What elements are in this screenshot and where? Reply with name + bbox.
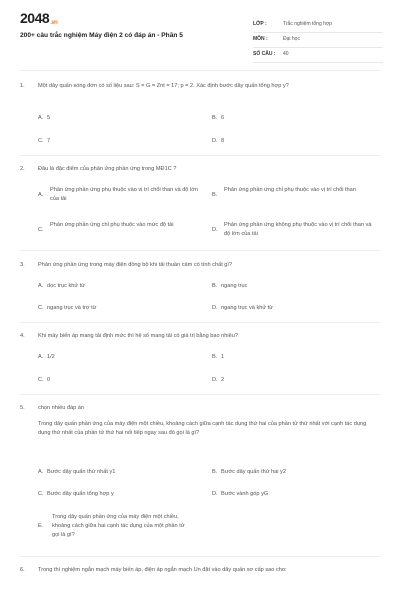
meta-key: SỐ CÂU : <box>253 51 276 57</box>
question-number: 1. <box>20 83 25 89</box>
option-d[interactable] <box>212 137 362 146</box>
option-label: B. <box>212 283 218 289</box>
meta-row-class <box>253 18 383 33</box>
question-number: 3. <box>20 262 25 268</box>
option-label: C. <box>38 227 44 233</box>
option-text: 1 <box>221 354 225 360</box>
option-text: 6 <box>221 115 225 121</box>
divider <box>20 556 380 557</box>
option-text: Bước dây quấn tổng hợp y <box>47 491 114 497</box>
site-logo[interactable] <box>20 10 57 26</box>
meta-value: 40 <box>283 51 289 57</box>
option-b[interactable] <box>212 468 362 477</box>
divider <box>20 155 380 156</box>
question-number: 5. <box>20 405 25 411</box>
meta-row-count <box>253 48 383 63</box>
option-text: 2 <box>221 377 225 383</box>
option-label: D. <box>212 227 218 233</box>
option-text: ngang trục và khử từ <box>221 305 273 311</box>
option-text: Phản ứng phần ứng chỉ phụ thuộc vào mức độ tải <box>50 222 174 228</box>
option-label: D. <box>212 138 218 144</box>
meta-value: Trắc nghiệm tổng hợp <box>283 21 332 27</box>
divider <box>20 250 380 251</box>
meta-value: Đại học <box>283 36 300 42</box>
option-text: ngang trục và trợ từ <box>47 305 97 311</box>
option-text: 7 <box>47 138 51 144</box>
question-text: Một dây quấn sóng đơn có số liệu sau: S = G = Znt = 17; p = 2. Xác định bước dây quấn tổng hợp y? <box>38 83 289 89</box>
option-b[interactable] <box>212 186 374 198</box>
option-a[interactable] <box>38 282 188 291</box>
option-text: Phản ứng phần ứng phụ thuộc vào vị trí chổi than và độ lớn của tải <box>50 187 198 202</box>
option-d[interactable] <box>212 221 374 239</box>
document-title: 200+ câu trắc nghiệm Máy điện 2 có đáp án - Phần 5 <box>20 32 183 39</box>
option-c[interactable] <box>38 376 188 385</box>
option-text: Bước vành góp yG <box>221 491 269 497</box>
option-label: A. <box>38 192 44 198</box>
option-label: B. <box>212 354 218 360</box>
option-label: C. <box>38 305 44 311</box>
option-text: 0 <box>47 377 51 383</box>
option-d[interactable] <box>212 376 362 385</box>
divider <box>20 70 380 71</box>
option-text: Phản ứng phần ứng không phụ thuộc vào vị trí chổi than và độ lớn của tải <box>224 222 372 237</box>
option-label: C. <box>38 491 44 497</box>
option-c[interactable] <box>38 490 188 499</box>
option-text: Trong dây quấn phần ứng của máy điện một chiều, khoảng cách giữa hai cạnh tác dụng của một phần tử gọi là gì? <box>52 514 185 538</box>
option-label: C. <box>38 138 44 144</box>
meta-table <box>253 18 383 63</box>
question-subtext: Trong dây quấn phần ứng của máy điện một chiều, khoảng cách giữa cạnh tác dụng thứ hai của phần tử thứ nhất với cạnh tác dụng dụng thứ nhất của phần tử thứ hai nối tiếp ngay sau đó gọi là gì? <box>38 421 367 436</box>
question-2 <box>20 165 380 174</box>
option-label: A. <box>38 283 44 289</box>
option-text: Phản ứng phần ứng chỉ phụ thuộc vào vị trí chổi than <box>224 187 356 193</box>
option-text: 8 <box>221 138 225 144</box>
option-b[interactable] <box>212 114 362 123</box>
option-text: ngang trục <box>221 283 248 289</box>
option-a[interactable] <box>38 186 198 204</box>
page-header <box>0 0 400 60</box>
question-1 <box>20 82 380 91</box>
option-label: D. <box>212 491 218 497</box>
question-number: 6. <box>20 567 25 573</box>
option-label: B. <box>212 469 218 475</box>
logo-suffix: .vn <box>50 20 58 26</box>
question-4 <box>20 332 380 341</box>
option-b[interactable] <box>212 282 362 291</box>
option-c[interactable] <box>38 304 188 313</box>
question-6 <box>20 566 380 575</box>
meta-key: MÔN : <box>253 36 268 42</box>
option-a[interactable] <box>38 114 188 123</box>
option-c[interactable] <box>38 137 188 146</box>
question-5-body <box>38 420 378 438</box>
question-text: Khi máy biến áp mang tải định mức thì hệ số mang tải có giá trị bằng bao nhiêu? <box>38 333 238 339</box>
option-text: dọc trục khử từ <box>47 283 85 289</box>
question-number: 4. <box>20 333 25 339</box>
option-d[interactable] <box>212 304 362 313</box>
option-label: B. <box>212 115 218 121</box>
option-text: Bước dây quấn thứ nhất y1 <box>47 469 116 475</box>
option-text: 5 <box>47 115 51 121</box>
option-label: B. <box>212 192 218 198</box>
option-label: C. <box>38 377 44 383</box>
option-label: D. <box>212 305 218 311</box>
question-text: Phản ứng phần ứng trong máy điện đồng bộ khi tải thuần cảm có tính chất gì? <box>38 262 233 268</box>
meta-key: LỚP : <box>253 21 267 27</box>
divider <box>20 322 380 323</box>
option-label: E. <box>38 523 44 529</box>
divider <box>20 394 380 395</box>
option-a[interactable] <box>38 353 188 362</box>
option-label: D. <box>212 377 218 383</box>
option-text: Bước dây quấn thứ hai y2 <box>221 469 286 475</box>
question-text: chọn nhiều đáp án <box>38 405 85 411</box>
option-b[interactable] <box>212 353 362 362</box>
question-number: 2. <box>20 166 25 172</box>
logo-text: 2048 <box>20 10 50 26</box>
option-label: A. <box>38 115 44 121</box>
question-text: Đâu là đặc điểm của phản ứng phần ứng trong MĐ1C ? <box>38 166 177 172</box>
question-3 <box>20 261 380 270</box>
option-text: 1/2 <box>47 354 55 360</box>
option-label: A. <box>38 469 44 475</box>
question-text: Trong thí nghiệm ngắn mạch máy biến áp, điện áp ngắn mạch Un đặt vào dây quấn sơ cấp sao cho: <box>38 567 287 573</box>
option-e[interactable] <box>38 513 188 540</box>
meta-row-subject <box>253 33 383 48</box>
question-5 <box>20 404 380 413</box>
option-label: A. <box>38 354 44 360</box>
option-d[interactable] <box>212 490 362 499</box>
option-c[interactable] <box>38 221 198 233</box>
option-a[interactable] <box>38 468 188 477</box>
